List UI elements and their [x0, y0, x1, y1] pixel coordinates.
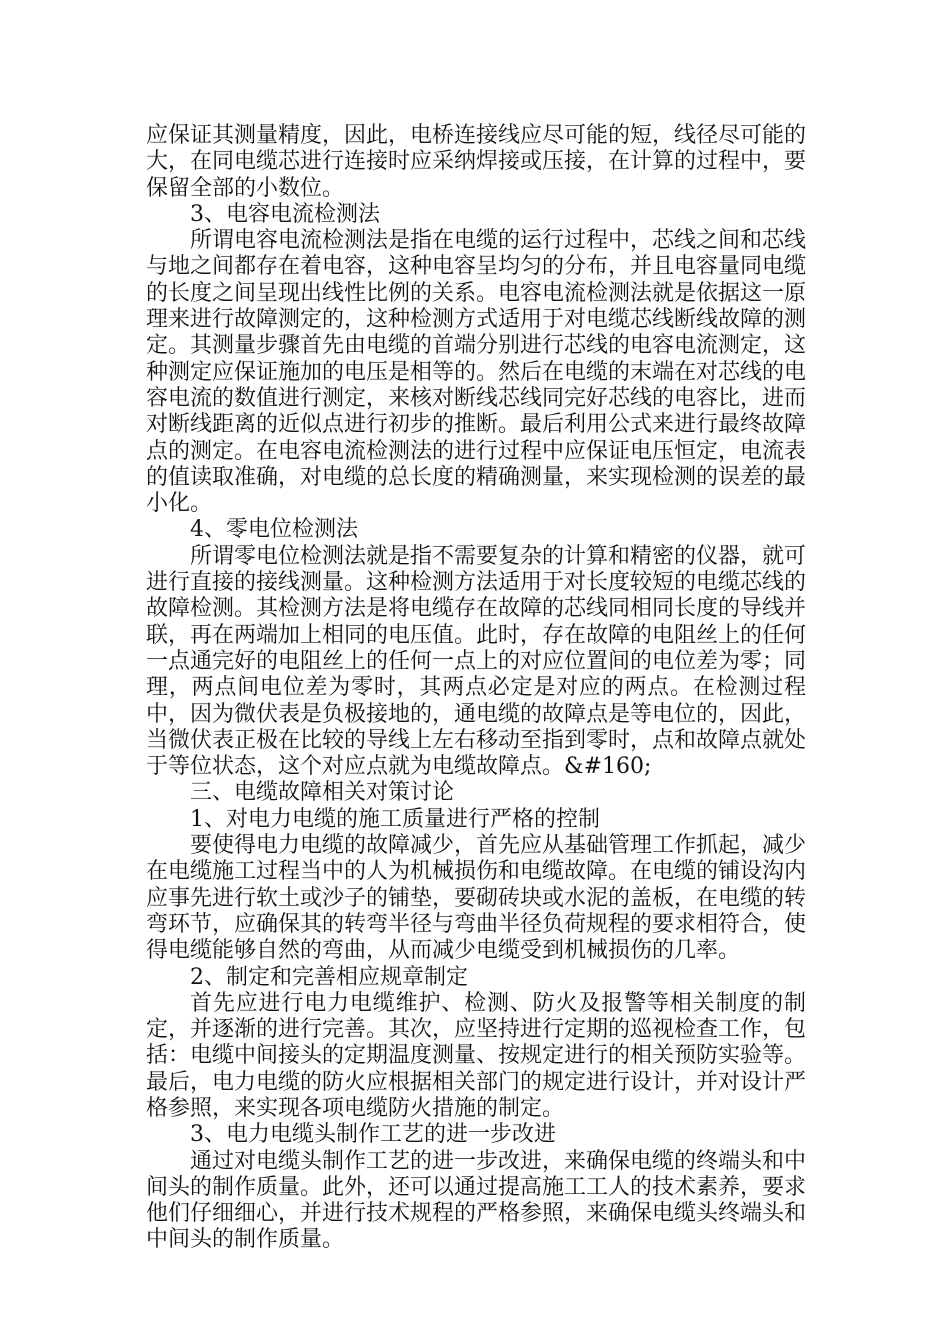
- heading-construction-quality-control: 1、对电力电缆的施工质量进行严格的控制: [190, 806, 600, 832]
- paragraph-construction-quality-control: 要使得电力电缆的故障减少，首先应从基础管理工作抓起，减少在电缆施工过程当中的人为机械损伤和电缆故障。在电缆的铺设沟内应事先进行软土或沙子的铺垫，要砌砖块或水泥的盖板，在电缆的转弯环节，应确保其的转弯半径与弯曲半径负荷规程的要求相符合，使得电缆能够自然的弯曲，从而减少电缆受到机械损伤的几率。: [146, 833, 807, 964]
- heading-zero-potential-method: 4、零电位检测法: [190, 517, 358, 543]
- paragraph-rules-and-regulations: 首先应进行电力电缆维护、检测、防火及报警等相关制度的制定，并逐渐的进行完善。其次，应坚持进行定期的巡视检查工作，包括：电缆中间接头的定期温度测量、按规定进行的相关预防实验等。最后，电力电缆的防火应根据相关部门的规定进行设计，并对设计严格参照，来实现各项电缆防火措施的制定。: [146, 990, 807, 1121]
- heading-cable-head-process-improvement: 3、电力电缆头制作工艺的进一步改进: [190, 1122, 556, 1148]
- document-body: [146, 123, 806, 1254]
- paragraph-capacitance-current-method: 所谓电容电流检测法是指在电缆的运行过程中，芯线之间和芯线与地之间都存在着电容，这种电容呈均匀的分布，并且电容量同电缆的长度之间呈现出线性比例的关系。电容电流检测法就是依据这一原理来进行故障测定的，这种检测方式适用于对电缆芯线断线故障的测定。其测量步骤首先由电缆的首端分别进行芯线的电容电流测定，这种测定应保证施加的电压是相等的。然后在电缆的末端在对芯线的电容电流的数值进行测定，来核对断线芯线同完好芯线的电容比，进而对断线距离的近似点进行初步的推断。最后利用公式来进行最终故障点的测定。在电容电流检测法的进行过程中应保证电压恒定，电流表的值读取准确，对电缆的总长度的精确测量，来实现检测的误差的最小化。: [146, 228, 807, 517]
- heading-section-three-countermeasures: 三、电缆故障相关对策讨论: [190, 780, 455, 806]
- paragraph-bridge-wiring: 应保证其测量精度，因此，电桥连接线应尽可能的短，线径尽可能的大，在同电缆芯进行连接时应采纳焊接或压接，在计算的过程中，要保留全部的小数位。: [146, 123, 807, 201]
- paragraph-cable-head-process-improvement: 通过对电缆头制作工艺的进一步改进，来确保电缆的终端头和中间头的制作质量。此外，还可以通过提高施工工人的技术素养，要求他们仔细细心，并进行技术规程的严格参照，来确保电缆头终端头和中间头的制作质量。: [146, 1148, 807, 1253]
- heading-capacitance-current-method: 3、电容电流检测法: [190, 201, 380, 227]
- paragraph-zero-potential-method: 所谓零电位检测法就是指不需要复杂的计算和精密的仪器，就可进行直接的接线测量。这种检测方法适用于对长度较短的电缆芯线的故障检测。其检测方法是将电缆存在故障的芯线同相同长度的导线并联，再在两端加上相同的电压值。此时，存在故障的电阻丝上的任何一点通完好的电阻丝上的任何一点上的对应位置间的电位差为零；同理，两点间电位差为零时，其两点必定是对应的两点。在检测过程中，因为微伏表是负极接地的，通电缆的故障点是等电位的，因此，当微伏表正极在比较的导线上左右移动至指到零时，点和故障点就处于等位状态，这个对应点就为电缆故障点。&#160;: [146, 543, 807, 780]
- heading-rules-and-regulations: 2、制定和完善相应规章制定: [190, 964, 468, 990]
